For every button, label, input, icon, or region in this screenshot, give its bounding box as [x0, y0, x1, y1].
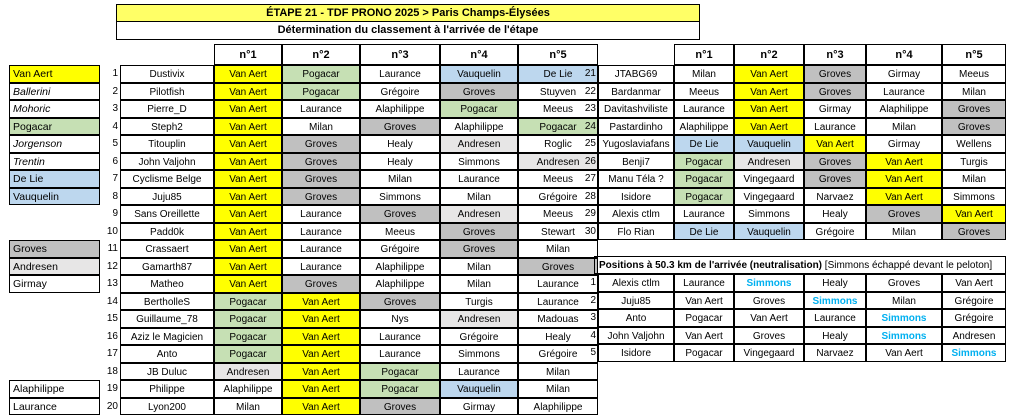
legend-item: Mohoric — [9, 100, 100, 118]
pick-cell: Milan — [440, 188, 518, 206]
pick-cell: Simmons — [942, 344, 1006, 362]
pick-cell: Pogacar — [518, 118, 598, 136]
pick-cell: De Lie — [674, 135, 734, 153]
row-number: 11 — [107, 243, 118, 254]
pick-cell: Simmons — [360, 188, 440, 206]
pick-cell: Grégoire — [518, 188, 598, 206]
legend-item: Van Aert — [9, 65, 100, 83]
pick-cell: Laurance — [440, 363, 518, 381]
row-number: 15 — [106, 313, 118, 324]
column-header: n°2 — [734, 44, 804, 65]
column-header: n°5 — [942, 44, 1006, 65]
pick-cell: Grégoire — [518, 345, 598, 363]
pick-cell: Groves — [804, 153, 866, 171]
title-box — [116, 4, 700, 40]
player-name: Cyclisme Belge — [120, 170, 214, 188]
pick-cell: Laurance — [804, 309, 866, 327]
row-number: 25 — [584, 138, 596, 149]
player-name: Pilotfish — [120, 83, 214, 101]
player-name: Alexis ctlm — [598, 274, 674, 292]
pick-cell: Laurance — [360, 328, 440, 346]
row-number: 16 — [106, 330, 118, 342]
pick-cell: Groves — [804, 65, 866, 83]
pick-cell: Simmons — [942, 188, 1006, 206]
pick-cell: Groves — [282, 153, 360, 171]
pick-cell: Pogacar — [282, 83, 360, 101]
pick-cell: Girmay — [866, 65, 942, 83]
pick-cell: Stuyven — [518, 83, 598, 101]
pick-cell: Grégoire — [440, 328, 518, 346]
pick-cell: Milan — [674, 65, 734, 83]
pick-cell: Groves — [360, 293, 440, 311]
row-number: 1 — [112, 68, 118, 79]
column-header: n°3 — [804, 44, 866, 65]
pick-cell: Milan — [518, 380, 598, 398]
pick-cell: Van Aert — [804, 135, 866, 153]
row-number: 14 — [106, 295, 118, 307]
pick-cell: Groves — [518, 258, 598, 276]
player-name: Philippe — [120, 380, 214, 398]
pick-cell: Healy — [804, 274, 866, 292]
pick-cell: Pogacar — [440, 100, 518, 118]
row-number: 19 — [106, 383, 118, 394]
row-number: 6 — [112, 155, 118, 167]
player-name: Anto — [598, 309, 674, 327]
row-number: 8 — [112, 190, 118, 202]
pick-cell: Van Aert — [282, 345, 360, 363]
legend-item: Girmay — [9, 275, 100, 293]
player-name: Padd0k — [120, 223, 214, 241]
pick-cell: Nys — [360, 310, 440, 328]
row-number: 22 — [584, 85, 596, 97]
pick-cell: Vauquelin — [440, 65, 518, 83]
pick-cell: Van Aert — [214, 118, 282, 136]
pick-cell: Andresen — [440, 135, 518, 153]
pick-cell: Van Aert — [214, 188, 282, 206]
pick-cell: Alaphilippe — [360, 275, 440, 293]
pick-cell: Pogacar — [360, 380, 440, 398]
player-name: Gamarth87 — [120, 258, 214, 276]
pick-cell: Groves — [942, 118, 1006, 136]
pick-cell: Milan — [360, 170, 440, 188]
pick-cell: Laurance — [282, 240, 360, 258]
player-name: Guillaume_78 — [120, 310, 214, 328]
player-name: Pierre_D — [120, 100, 214, 118]
player-name: JTABG69 — [598, 65, 674, 83]
pick-cell: Van Aert — [282, 293, 360, 311]
pick-cell: Meeus — [518, 100, 598, 118]
pick-cell: Narvaez — [804, 188, 866, 206]
player-name: Matheo — [120, 275, 214, 293]
pick-cell: Andresen — [734, 153, 804, 171]
pick-cell: Meeus — [360, 223, 440, 241]
pick-cell: Healy — [518, 328, 598, 346]
pick-cell: Grégoire — [942, 309, 1006, 327]
pick-cell: Roglic — [518, 135, 598, 153]
pick-cell: Van Aert — [214, 240, 282, 258]
player-name: Juju85 — [598, 292, 674, 310]
legend-item: Trentin — [9, 153, 100, 171]
row-number: 2 — [112, 85, 118, 97]
column-header: n°4 — [866, 44, 942, 65]
pick-cell: Van Aert — [214, 65, 282, 83]
pick-cell: Van Aert — [734, 65, 804, 83]
pick-cell: Laurance — [282, 100, 360, 118]
pick-cell: Alaphilippe — [214, 380, 282, 398]
pick-cell: Meeus — [942, 65, 1006, 83]
pick-cell: Milan — [942, 170, 1006, 188]
pick-cell: Van Aert — [282, 380, 360, 398]
pick-cell: Vingegaard — [734, 344, 804, 362]
pick-cell: Van Aert — [214, 258, 282, 276]
pick-cell: Van Aert — [214, 83, 282, 101]
pick-cell: Pogacar — [360, 363, 440, 381]
pick-cell: Stewart — [518, 223, 598, 241]
pick-cell: Vauquelin — [734, 135, 804, 153]
pick-cell: Simmons — [734, 274, 804, 292]
row-number: 13 — [106, 278, 118, 289]
pick-cell: Pogacar — [674, 170, 734, 188]
pick-cell: Groves — [360, 398, 440, 416]
pick-cell: Van Aert — [942, 205, 1006, 223]
pick-cell: Van Aert — [674, 327, 734, 345]
pick-cell: Groves — [440, 83, 518, 101]
pick-cell: Laurance — [866, 83, 942, 101]
pick-cell: Alaphilippe — [360, 100, 440, 118]
pick-cell: Pogacar — [214, 293, 282, 311]
player-name: John Valjohn — [598, 327, 674, 345]
row-number: 24 — [584, 120, 596, 132]
row-number: 21 — [584, 68, 596, 79]
row-number: 20 — [106, 400, 118, 412]
pick-cell: Laurance — [282, 223, 360, 241]
pick-cell: Grégoire — [360, 83, 440, 101]
pick-cell: Van Aert — [282, 310, 360, 328]
pick-cell: Simmons — [440, 345, 518, 363]
pick-cell: Milan — [214, 398, 282, 416]
player-name: BertholleS — [120, 293, 214, 311]
player-name: Manu Téla ? — [598, 170, 674, 188]
pick-cell: Pogacar — [282, 65, 360, 83]
pick-cell: Van Aert — [866, 344, 942, 362]
legend-item: Ballerini — [9, 83, 100, 101]
pick-cell: Laurance — [360, 345, 440, 363]
player-name: Pastardinho — [598, 118, 674, 136]
column-header: n°1 — [674, 44, 734, 65]
pick-cell: Andresen — [440, 310, 518, 328]
pick-cell: Laurance — [282, 205, 360, 223]
player-name: Bardanmar — [598, 83, 674, 101]
pick-cell: Van Aert — [214, 223, 282, 241]
pick-cell: Milan — [866, 292, 942, 310]
pick-cell: Andresen — [518, 153, 598, 171]
pick-cell: Groves — [942, 223, 1006, 241]
pick-cell: Groves — [734, 327, 804, 345]
column-header: n°1 — [214, 44, 282, 65]
pick-cell: Pogacar — [674, 188, 734, 206]
pick-cell: Van Aert — [214, 135, 282, 153]
player-name: Yugoslaviafans — [598, 135, 674, 153]
row-number: 3 — [590, 312, 596, 323]
pick-cell: Grégoire — [360, 240, 440, 258]
pick-cell: Groves — [440, 240, 518, 258]
pick-cell: Milan — [518, 240, 598, 258]
pick-cell: Andresen — [214, 363, 282, 381]
pick-cell: Van Aert — [214, 153, 282, 171]
column-header: n°5 — [518, 44, 598, 65]
pick-cell: Milan — [866, 118, 942, 136]
pick-cell: Pogacar — [214, 345, 282, 363]
pick-cell: Turgis — [440, 293, 518, 311]
neutralisation-note: [Simmons échappé devant le peloton] — [822, 260, 993, 271]
pick-cell: Milan — [282, 118, 360, 136]
pick-cell: Meeus — [518, 205, 598, 223]
player-name: Dustivix — [120, 65, 214, 83]
row-number: 5 — [590, 347, 596, 358]
column-header: n°2 — [282, 44, 360, 65]
player-name: Titouplin — [120, 135, 214, 153]
pick-cell: Narvaez — [804, 344, 866, 362]
pick-cell: Van Aert — [214, 100, 282, 118]
pick-cell: Van Aert — [282, 398, 360, 416]
pick-cell: Laurance — [674, 205, 734, 223]
pick-cell: Vingegaard — [734, 170, 804, 188]
pick-cell: Van Aert — [282, 363, 360, 381]
pick-cell: Laurance — [282, 258, 360, 276]
pick-cell: Van Aert — [734, 118, 804, 136]
pick-cell: Pogacar — [674, 309, 734, 327]
pick-cell: Pogacar — [214, 328, 282, 346]
player-name: Isidore — [598, 188, 674, 206]
pick-cell: Groves — [282, 188, 360, 206]
pick-cell: Pogacar — [674, 344, 734, 362]
pick-cell: Andresen — [942, 327, 1006, 345]
player-name: Lyon200 — [120, 398, 214, 416]
pick-cell: Girmay — [440, 398, 518, 416]
pick-cell: Groves — [282, 275, 360, 293]
row-number: 18 — [106, 365, 118, 377]
pick-cell: Groves — [360, 205, 440, 223]
pick-cell: Van Aert — [734, 100, 804, 118]
legend-item: Jorgenson — [9, 135, 100, 153]
row-number: 5 — [112, 138, 118, 149]
pick-cell: Van Aert — [674, 292, 734, 310]
pick-cell: Van Aert — [866, 170, 942, 188]
pick-cell: Vauquelin — [734, 223, 804, 241]
pick-cell: Van Aert — [214, 205, 282, 223]
player-name: Sans Oreillette — [120, 205, 214, 223]
pick-cell: Vingegaard — [734, 188, 804, 206]
row-number: 10 — [106, 225, 118, 237]
row-number: 27 — [584, 173, 596, 184]
legend-item: Pogacar — [9, 118, 100, 136]
player-name: Anto — [120, 345, 214, 363]
player-name: Isidore — [598, 344, 674, 362]
pick-cell: Laurance — [674, 100, 734, 118]
player-name: Davitashviliste — [598, 100, 674, 118]
pick-cell: Andresen — [440, 205, 518, 223]
column-header: n°4 — [440, 44, 518, 65]
pick-cell: Madouas — [518, 310, 598, 328]
pick-cell: Laurance — [674, 274, 734, 292]
pick-cell: Grégoire — [804, 223, 866, 241]
pick-cell: Milan — [866, 223, 942, 241]
neutralisation-title — [594, 256, 1006, 274]
row-number: 7 — [112, 173, 118, 184]
pick-cell: Van Aert — [734, 83, 804, 101]
row-number: 30 — [584, 225, 596, 237]
pick-cell: Milan — [518, 363, 598, 381]
pick-cell: Girmay — [866, 135, 942, 153]
pick-cell: Healy — [804, 205, 866, 223]
player-name: Benji7 — [598, 153, 674, 171]
pick-cell: Van Aert — [282, 328, 360, 346]
legend-item: Laurance — [9, 398, 100, 416]
pick-cell: Groves — [804, 170, 866, 188]
pick-cell: Simmons — [866, 309, 942, 327]
pick-cell: Healy — [360, 135, 440, 153]
row-number: 17 — [106, 348, 118, 359]
pick-cell: Van Aert — [214, 170, 282, 188]
pick-cell: Pogacar — [674, 153, 734, 171]
pick-cell: Healy — [360, 153, 440, 171]
pick-cell: Healy — [804, 327, 866, 345]
pick-cell: Groves — [282, 170, 360, 188]
legend-item: De Lie — [9, 170, 100, 188]
player-name: JB Duluc — [120, 363, 214, 381]
pick-cell: Groves — [866, 205, 942, 223]
pick-cell: Grégoire — [942, 292, 1006, 310]
row-number: 4 — [112, 120, 118, 132]
pick-cell: Turgis — [942, 153, 1006, 171]
pick-cell: Groves — [734, 292, 804, 310]
pick-cell: Alaphilippe — [518, 398, 598, 416]
pick-cell: Vauquelin — [440, 380, 518, 398]
page-title: ÉTAPE 21 - TDF PRONO 2025 > Paris Champs-Élysées — [117, 5, 699, 22]
page-subtitle: Détermination du classement à l'arrivée de l'étape — [117, 22, 699, 39]
pick-cell: Meeus — [518, 170, 598, 188]
column-header: n°3 — [360, 44, 440, 65]
legend-item: Andresen — [9, 258, 100, 276]
player-name: Flo Rian — [598, 223, 674, 241]
pick-cell: Groves — [440, 223, 518, 241]
row-number: 9 — [112, 208, 118, 219]
legend-item: Alaphilippe — [9, 380, 100, 398]
row-number: 3 — [112, 103, 118, 114]
pick-cell: Groves — [866, 274, 942, 292]
legend-item: Vauquelin — [9, 188, 100, 206]
pick-cell: Van Aert — [214, 275, 282, 293]
pick-cell: Wellens — [942, 135, 1006, 153]
pick-cell: Girmay — [804, 100, 866, 118]
pick-cell: Groves — [804, 83, 866, 101]
pick-cell: Van Aert — [866, 188, 942, 206]
player-name: Alexis ctlm — [598, 205, 674, 223]
player-name: Juju85 — [120, 188, 214, 206]
pick-cell: Pogacar — [214, 310, 282, 328]
row-number: 26 — [584, 155, 596, 167]
player-name: Steph2 — [120, 118, 214, 136]
pick-cell: Simmons — [440, 153, 518, 171]
player-name: Aziz le Magicien — [120, 328, 214, 346]
pick-cell: Alaphilippe — [866, 100, 942, 118]
player-name: Crassaert — [120, 240, 214, 258]
pick-cell: De Lie — [674, 223, 734, 241]
row-number: 1 — [590, 277, 596, 288]
pick-cell: Laurance — [804, 118, 866, 136]
pick-cell: De Lie — [518, 65, 598, 83]
pick-cell: Groves — [360, 118, 440, 136]
player-name: John Valjohn — [120, 153, 214, 171]
pick-cell: Laurance — [518, 293, 598, 311]
pick-cell: Van Aert — [866, 153, 942, 171]
row-number: 28 — [584, 190, 596, 202]
row-number: 23 — [584, 103, 596, 114]
pick-cell: Meeus — [674, 83, 734, 101]
pick-cell: Alaphilippe — [674, 118, 734, 136]
row-number: 4 — [590, 329, 596, 341]
pick-cell: Van Aert — [942, 274, 1006, 292]
pick-cell: Simmons — [866, 327, 942, 345]
pick-cell: Alaphilippe — [440, 118, 518, 136]
pick-cell: Simmons — [734, 205, 804, 223]
pick-cell: Milan — [942, 83, 1006, 101]
pick-cell: Alaphilippe — [360, 258, 440, 276]
pick-cell: Simmons — [804, 292, 866, 310]
pick-cell: Milan — [440, 275, 518, 293]
row-number: 29 — [584, 208, 596, 219]
pick-cell: Van Aert — [734, 309, 804, 327]
pick-cell: Laurance — [518, 275, 598, 293]
pick-cell: Laurance — [440, 170, 518, 188]
neutralisation-heading: Positions à 50.3 km de l'arrivée (neutralisation) — [599, 260, 823, 271]
legend-item: Groves — [9, 240, 100, 258]
pick-cell: Groves — [942, 100, 1006, 118]
pick-cell: Laurance — [360, 65, 440, 83]
pick-cell: Milan — [440, 258, 518, 276]
row-number: 2 — [590, 294, 596, 306]
pick-cell: Groves — [282, 135, 360, 153]
row-number: 12 — [106, 260, 118, 272]
